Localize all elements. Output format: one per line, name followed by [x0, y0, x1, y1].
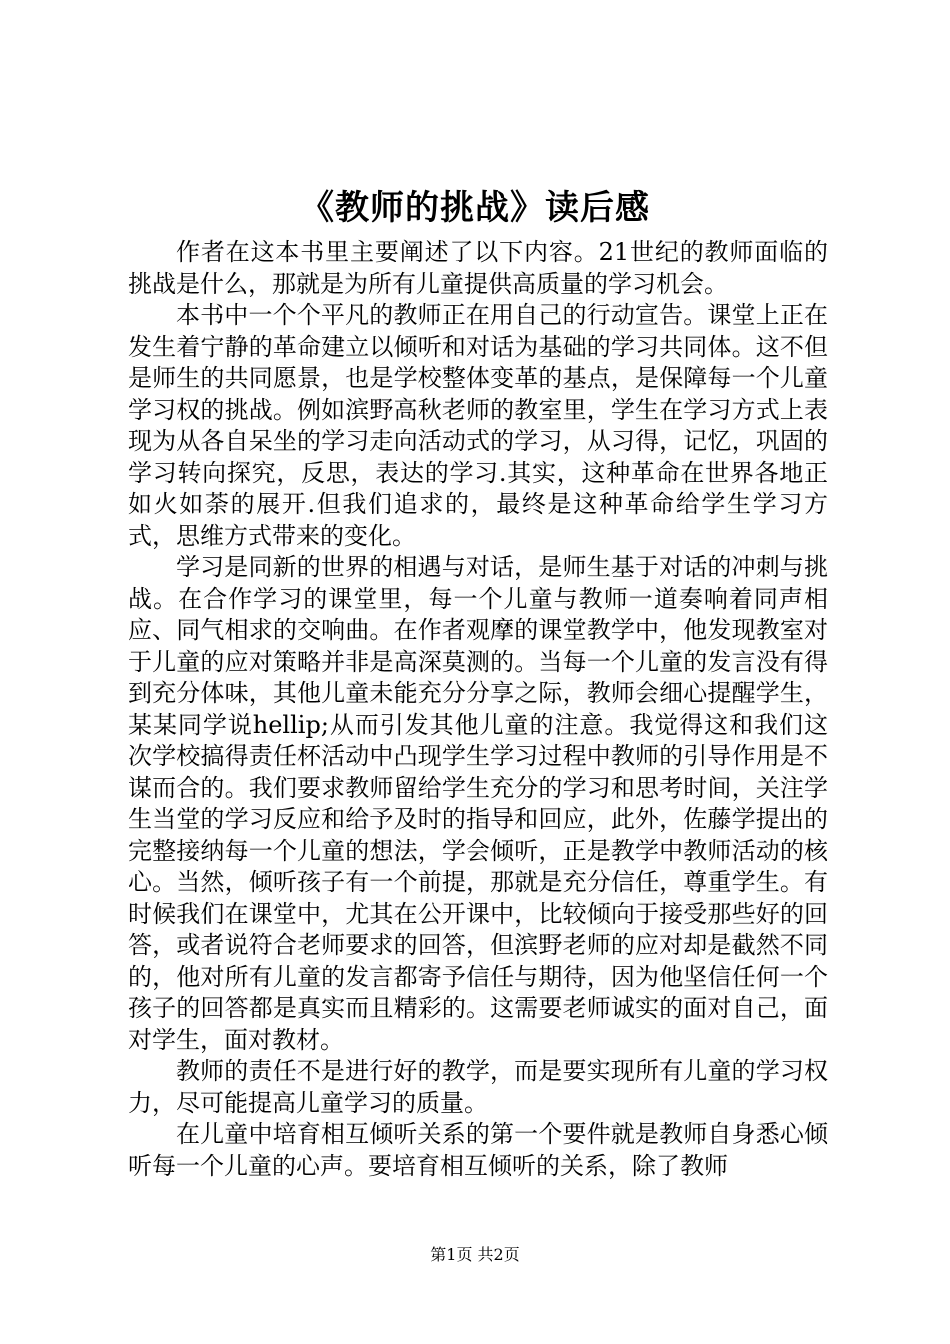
document-title: 《教师的挑战》读后感 — [300, 188, 650, 228]
paragraph: 作者在这本书里主要阐述了以下内容。21世纪的教师面临的挑战是什么，那就是为所有儿童提供高质量的学习机会。 — [128, 238, 828, 298]
paragraph: 本书中一个个平凡的教师正在用自己的行动宣告。课堂上正在发生着宁静的革命建立以倾听和对话为基础的学习共同体。这不但是师生的共同愿景，也是学校整体变革的基点，是保障每一个儿童学习权的挑战。例如滨野高秋老师的教室里，学生在学习方式上表现为从各自呆坐的学习走向活动式的学习，从习得，记忆，巩固的学习转向探究，反思，表达的学习.其实，这种革命在世界各地正如火如荼的展开.但我们追求的，最终是这种革命给学生学习方式，思维方式带来的变化。 — [128, 301, 828, 550]
paragraph: 教师的责任不是进行好的教学，而是要实现所有儿童的学习权力，尽可能提高儿童学习的质量。 — [128, 1057, 828, 1117]
paragraph: 在儿童中培育相互倾听关系的第一个要件就是教师自身悉心倾听每一个儿童的心声。要培育相互倾听的关系，除了教师 — [128, 1120, 828, 1180]
page-footer: 第1页 共2页 — [430, 1245, 520, 1264]
document-body — [128, 237, 828, 1182]
paragraph: 学习是同新的世界的相遇与对话，是师生基于对话的冲刺与挑战。在合作学习的课堂里，每一个儿童与教师一道奏响着同声相应、同气相求的交响曲。在作者观摩的课堂教学中，他发现教室对于儿童的应对策略并非是高深莫测的。当每一个儿童的发言没有得到充分体味，其他儿童未能充分分享之际，教师会细心提醒学生，某某同学说hellip;从而引发其他儿童的注意。我觉得这和我们这次学校搞得责任杯活动中凸现学生学习过程中教师的引导作用是不谋而合的。我们要求教师留给学生充分的学习和思考时间，关注学生当堂的学习反应和给予及时的指导和回应，此外，佐藤学提出的完整接纳每一个儿童的想法，学会倾听，正是教学中教师活动的核心。当然，倾听孩子有一个前提，那就是充分信任，尊重学生。有时候我们在课堂中，尤其在公开课中，比较倾向于接受那些好的回答，或者说符合老师要求的回答，但滨野老师的应对却是截然不同的，他对所有儿童的发言都寄予信任与期待，因为他坚信任何一个孩子的回答都是真实而且精彩的。这需要老师诚实的面对自己，面对学生，面对教材。 — [128, 553, 828, 1054]
